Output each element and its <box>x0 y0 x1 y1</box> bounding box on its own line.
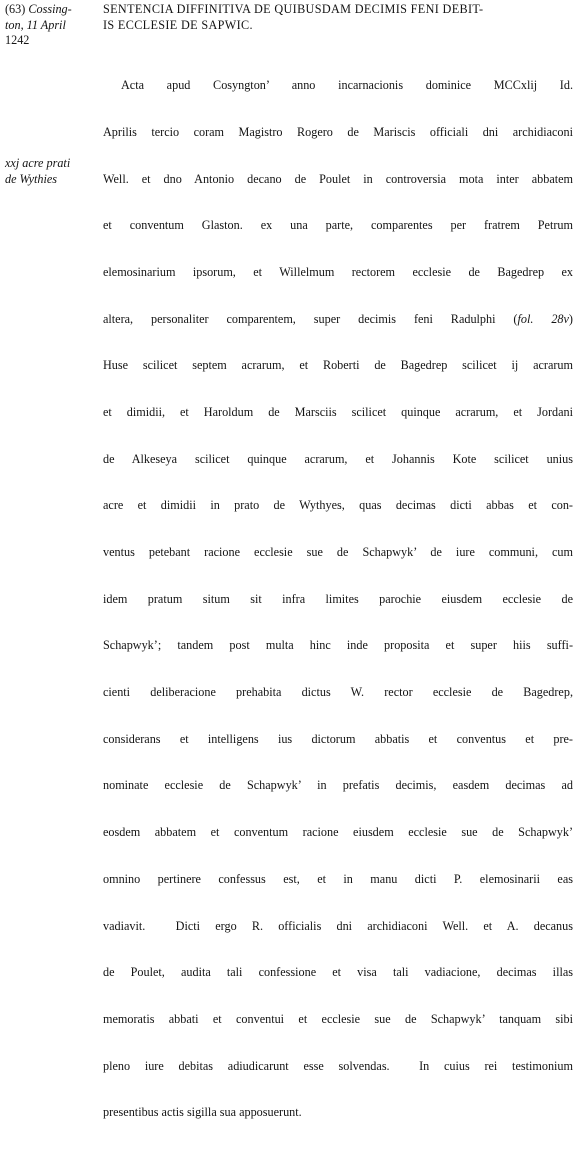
entry-date: 11 April <box>26 17 66 32</box>
body-line: Acta apud Cosyngton’ anno incarnacionis dominice MCCxlij Id. <box>121 78 573 93</box>
entry-number-line <box>5 2 100 18</box>
body-line: de Poulet, audita tali confessione et visa tali vadiacione, decimas illas <box>103 965 573 980</box>
body-line: vadiavit. Dicti ergo R. officialis dni archidiaconi Well. et A. decanus <box>103 918 573 933</box>
margin-note-line-1: xxj acre prati <box>5 156 71 170</box>
body-line: acre et dimidii in prato de Wythyes, quas decimas dicti abbas et con- <box>103 498 573 513</box>
body-line: memoratis abbati et conventui et ecclesie sue de Schapwyk’ tanquam sibi <box>103 1011 573 1026</box>
body-line: de Alkeseya scilicet quinque acrarum, et Johannis Kote scilicet unius <box>103 451 573 466</box>
body-line: omnino pertinere confessus est, et in manu dicti P. elemosinarii eas <box>103 871 573 886</box>
entry-year: 1242 <box>5 33 30 48</box>
folio-reference: fol. 28v <box>517 311 569 326</box>
body-line: eosdem abbatem et conventum racione eiusdem ecclesie sue de Schapwyk’ <box>103 825 573 840</box>
folio-close: ) <box>568 311 573 326</box>
body-line: elemosinarium ipsorum, et Willelmum rectorem ecclesie de Bagedrep ex <box>103 264 573 279</box>
body-line: idem pratum situm sit infra limites parochie eiusdem ecclesie de <box>103 591 573 606</box>
entry-heading: SENTENCIA DIFFINITIVA DE QUIBUSDAM DECIMIS FENI DEBIT- IS ECCLESIE DE SAPWIC. <box>103 2 484 32</box>
entry-date-line <box>5 18 100 34</box>
entry-number: (63) <box>5 2 26 16</box>
body-line-with-folio <box>103 312 573 328</box>
body-line-text: altera, personaliter comparentem, super decimis feni Radulphi ( <box>103 311 518 326</box>
body-line: et conventum Glaston. ex una parte, comparentes per fratrem Petrum <box>103 218 573 233</box>
entry-place: Cossing- <box>28 2 72 16</box>
body-line: Well. et dno Antonio decano de Poulet in controversia mota inter abbatem <box>103 171 573 186</box>
body-line: Huse scilicet septem acrarum, et Roberti de Bagedrep scilicet ij acrarum <box>103 358 573 373</box>
body-line: nominate ecclesie de Schapwyk’ in prefatis decimis, easdem decimas ad <box>103 778 573 793</box>
body-line: presentibus actis sigilla sua apposuerunt. <box>103 1105 302 1120</box>
body-line: et dimidii, et Haroldum de Marsciis scilicet quinque acrarum, et Jordani <box>103 404 573 419</box>
margin-note-line-2: de Wythies <box>5 171 58 186</box>
body-line: Schapwyk’; tandem post multa hinc inde proposita et super hiis suffi- <box>103 638 573 653</box>
entry-body <box>103 47 573 1152</box>
entry-place-continued: ton, <box>5 17 24 32</box>
body-line: considerans et intelligens ius dictorum abbatis et conventus et pre- <box>103 731 573 746</box>
body-line: cienti deliberacione prehabita dictus W. rector ecclesie de Bagedrep, <box>103 685 573 700</box>
body-line: pleno iure debitas adiudicarunt esse solvendas. In cuius rei testimonium <box>103 1058 573 1073</box>
margin-note <box>5 156 100 187</box>
body-line: ventus petebant racione ecclesie sue de Schapwyk’ de iure communi, cum <box>103 545 573 559</box>
entry-reference <box>5 2 100 49</box>
body-line: Aprilis tercio coram Magistro Rogero de Mariscis officiali dni archidiaconi <box>103 124 573 139</box>
